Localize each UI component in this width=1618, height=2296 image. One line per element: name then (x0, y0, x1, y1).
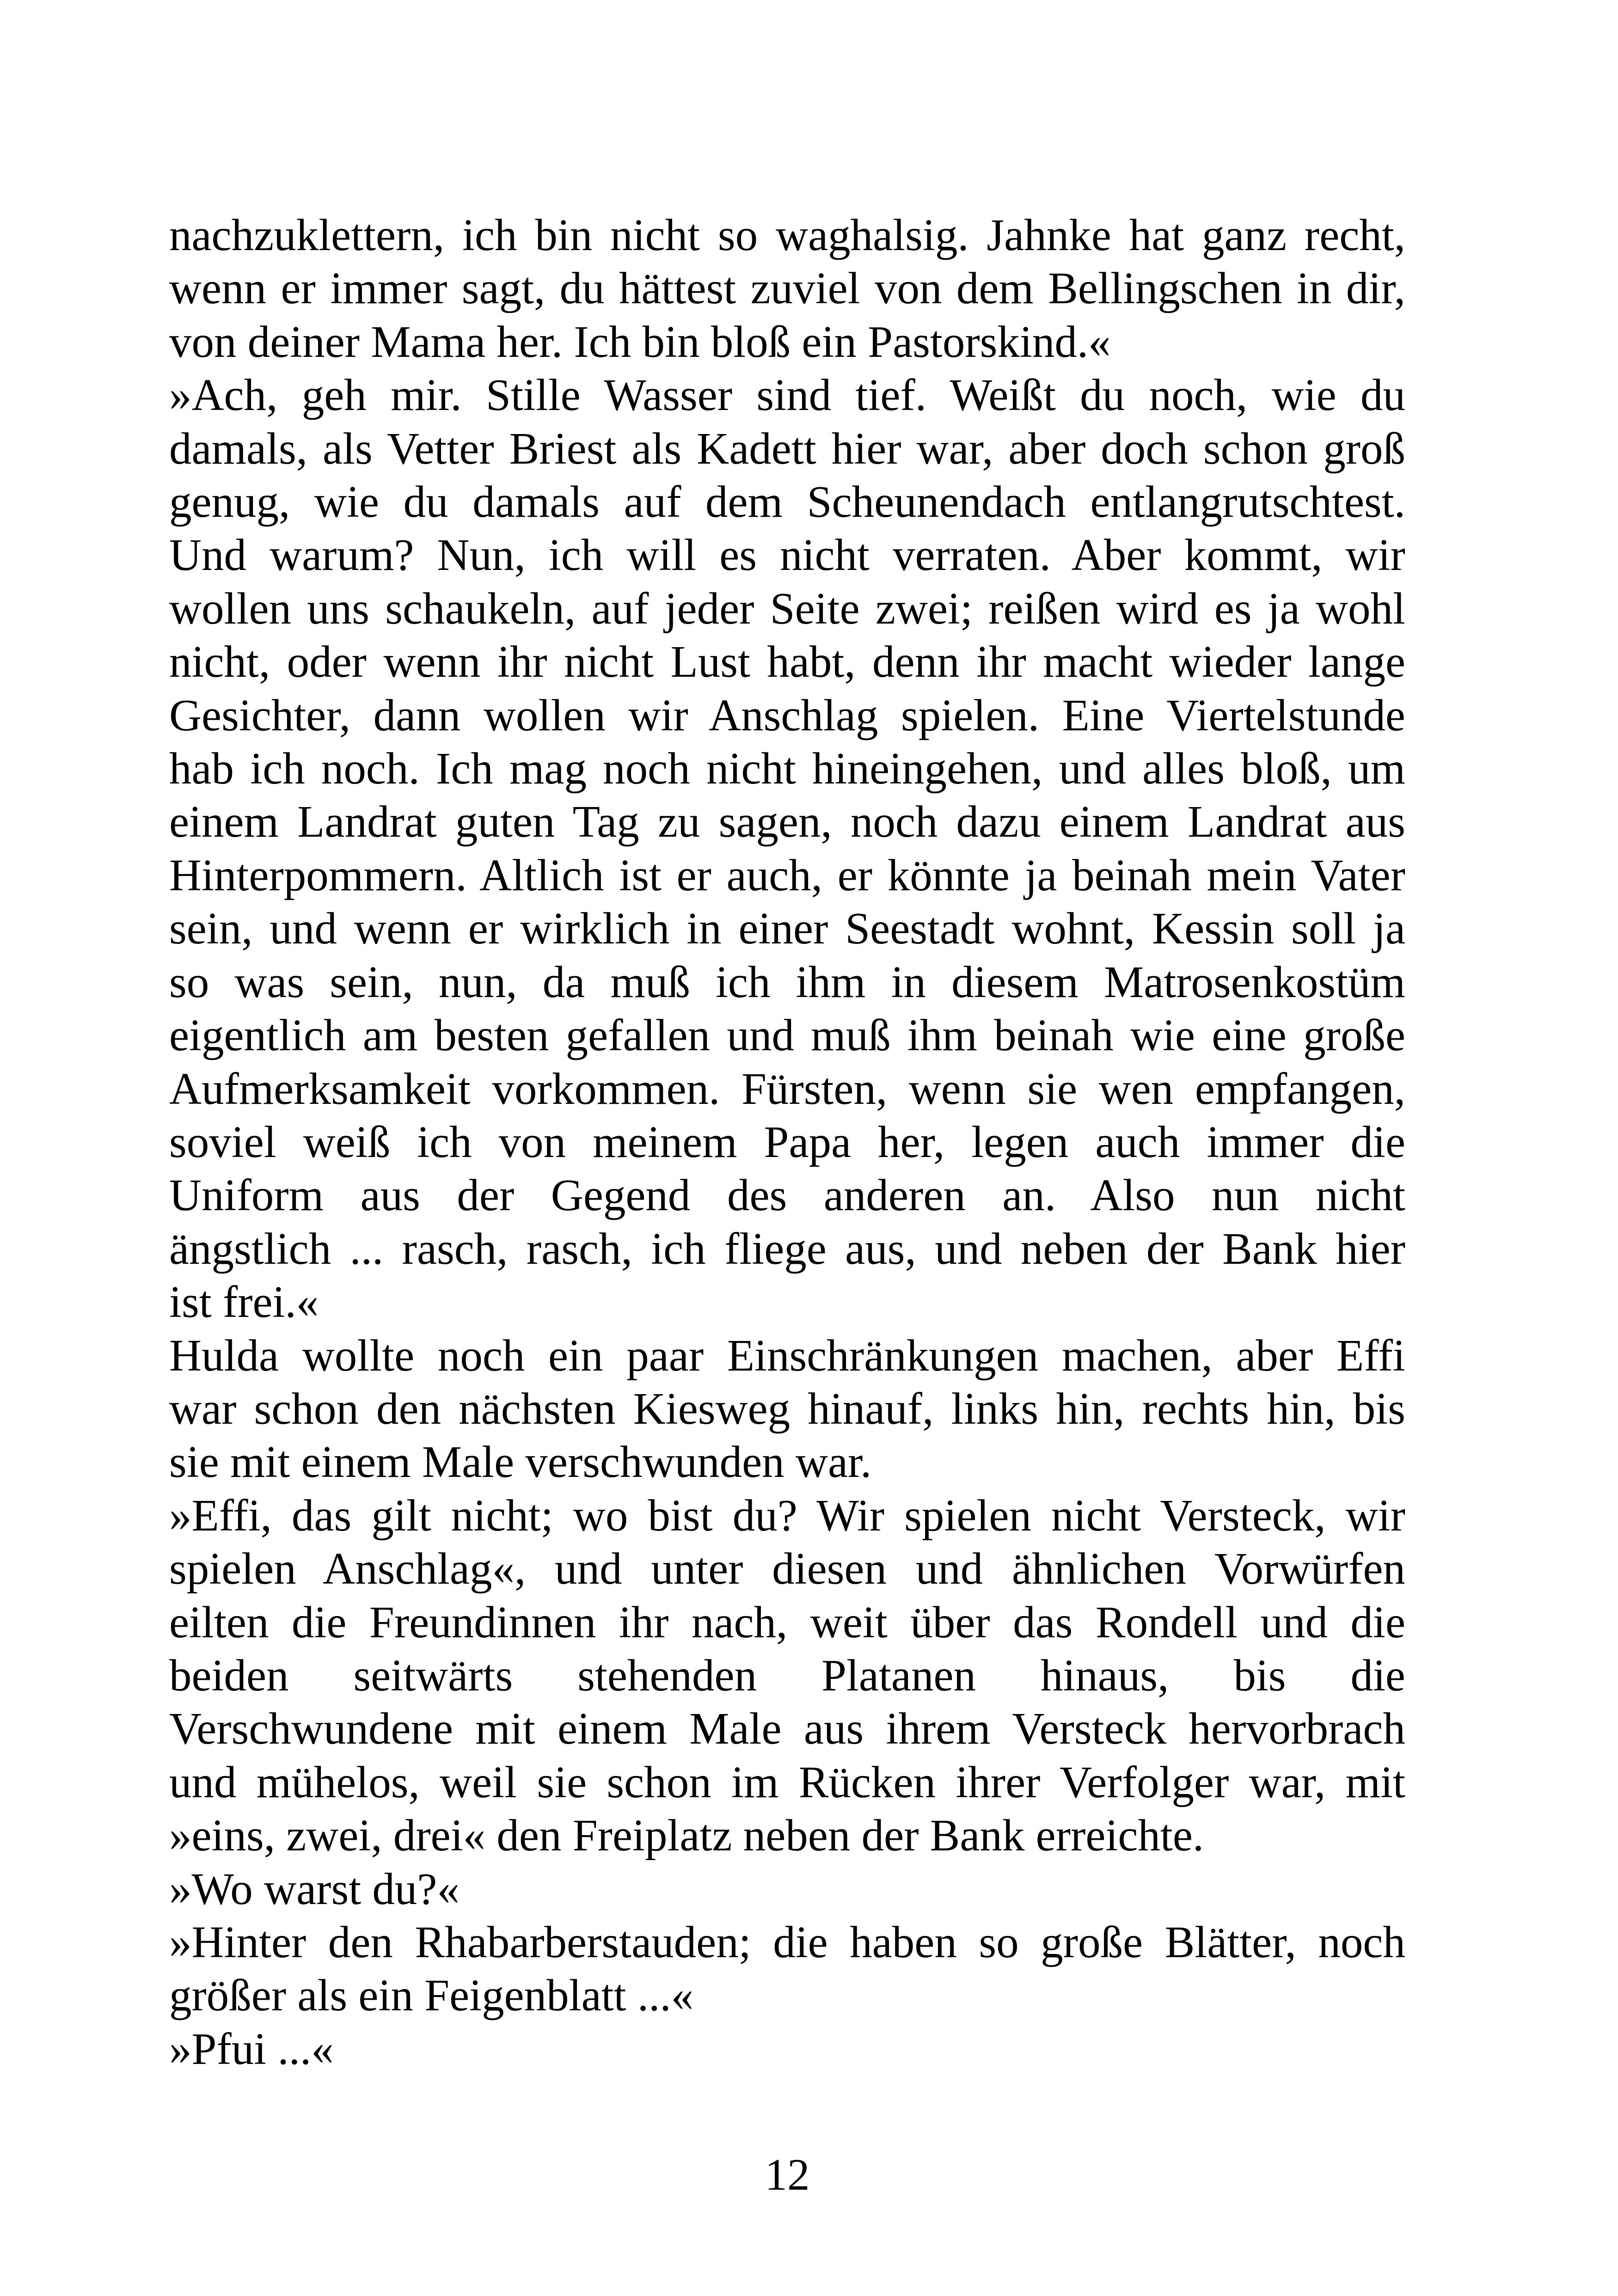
text-line: Und warum? Nun, ich will es nicht verraten. Aber kommt, wir (169, 530, 1405, 580)
text-line: eigentlich am besten gefallen und muß ihm beinah wie eine große (169, 1010, 1405, 1060)
text-line: Hulda wollte noch ein paar Einschränkungen machen, aber Effi (169, 1330, 1405, 1380)
text-line: »Wo warst du?« (169, 1864, 460, 1914)
text-line: »Hinter den Rhabarberstauden; die haben so große Blätter, noch (169, 1917, 1405, 1967)
text-block (169, 208, 1405, 2076)
text-line: war schon den nächsten Kiesweg hinauf, links hin, rechts hin, bis (169, 1384, 1405, 1433)
text-line: sein, und wenn er wirklich in einer Seestadt wohnt, Kessin soll ja (169, 904, 1405, 954)
page-number: 12 (765, 2150, 810, 2199)
text-line: größer als ein Feigenblatt ...« (169, 1971, 694, 2020)
text-line: von deiner Mama her. Ich bin bloß ein Pastorskind.« (169, 317, 1111, 367)
text-line: eilten die Freundinnen ihr nach, weit über das Rondell und die (169, 1597, 1405, 1647)
text-line: beiden seitwärts stehenden Platanen hinaus, bis die (169, 1650, 1405, 1700)
text-line: »Effi, das gilt nicht; wo bist du? Wir spielen nicht Versteck, wir (169, 1490, 1405, 1540)
text-line: ängstlich ... rasch, rasch, ich fliege aus, und neben der Bank hier (169, 1224, 1405, 1274)
text-line: »eins, zwei, drei« den Freiplatz neben der Bank erreichte. (169, 1811, 1204, 1861)
text-line: einem Landrat guten Tag zu sagen, noch dazu einem Landrat aus (169, 797, 1405, 847)
text-line: soviel weiß ich von meinem Papa her, legen auch immer die (169, 1117, 1405, 1167)
text-line: und mühelos, weil sie schon im Rücken ihrer Verfolger war, mit (169, 1757, 1405, 1807)
text-line: genug, wie du damals auf dem Scheunendach entlangrutschtest. (169, 477, 1405, 527)
text-line: Aufmerksamkeit vorkommen. Fürsten, wenn sie wen empfangen, (169, 1064, 1405, 1114)
text-line: Uniform aus der Gegend des anderen an. Also nun nicht (169, 1170, 1405, 1220)
text-line: »Pfui ...« (169, 2024, 334, 2074)
text-line: so was sein, nun, da muß ich ihm in diesem Matrosenkostüm (169, 957, 1405, 1007)
text-line: spielen Anschlag«, und unter diesen und ähnlichen Vorwürfen (169, 1544, 1405, 1594)
text-line: »Ach, geh mir. Stille Wasser sind tief. Weißt du noch, wie du (169, 370, 1405, 420)
text-line: wollen uns schaukeln, auf jeder Seite zwei; reißen wird es ja wohl (169, 583, 1405, 633)
text-line: wenn er immer sagt, du hättest zuviel von dem Bellingschen in dir, (169, 263, 1405, 313)
text-line: nicht, oder wenn ihr nicht Lust habt, denn ihr macht wieder lange (169, 637, 1405, 687)
text-line: ist frei.« (169, 1277, 319, 1327)
text-line: Verschwundene mit einem Male aus ihrem Versteck hervorbrach (169, 1704, 1405, 1754)
text-line: sie mit einem Male verschwunden war. (169, 1437, 872, 1487)
text-line: nachzuklettern, ich bin nicht so waghalsig. Jahnke hat ganz recht, (169, 210, 1405, 260)
text-line: Hinterpommern. Altlich ist er auch, er könnte ja beinah mein Vater (169, 850, 1405, 900)
text-line: hab ich noch. Ich mag noch nicht hineingehen, und alles bloß, um (169, 744, 1405, 794)
text-line: Gesichter, dann wollen wir Anschlag spielen. Eine Viertelstunde (169, 690, 1405, 740)
text-line: damals, als Vetter Briest als Kadett hier war, aber doch schon groß (169, 423, 1405, 473)
